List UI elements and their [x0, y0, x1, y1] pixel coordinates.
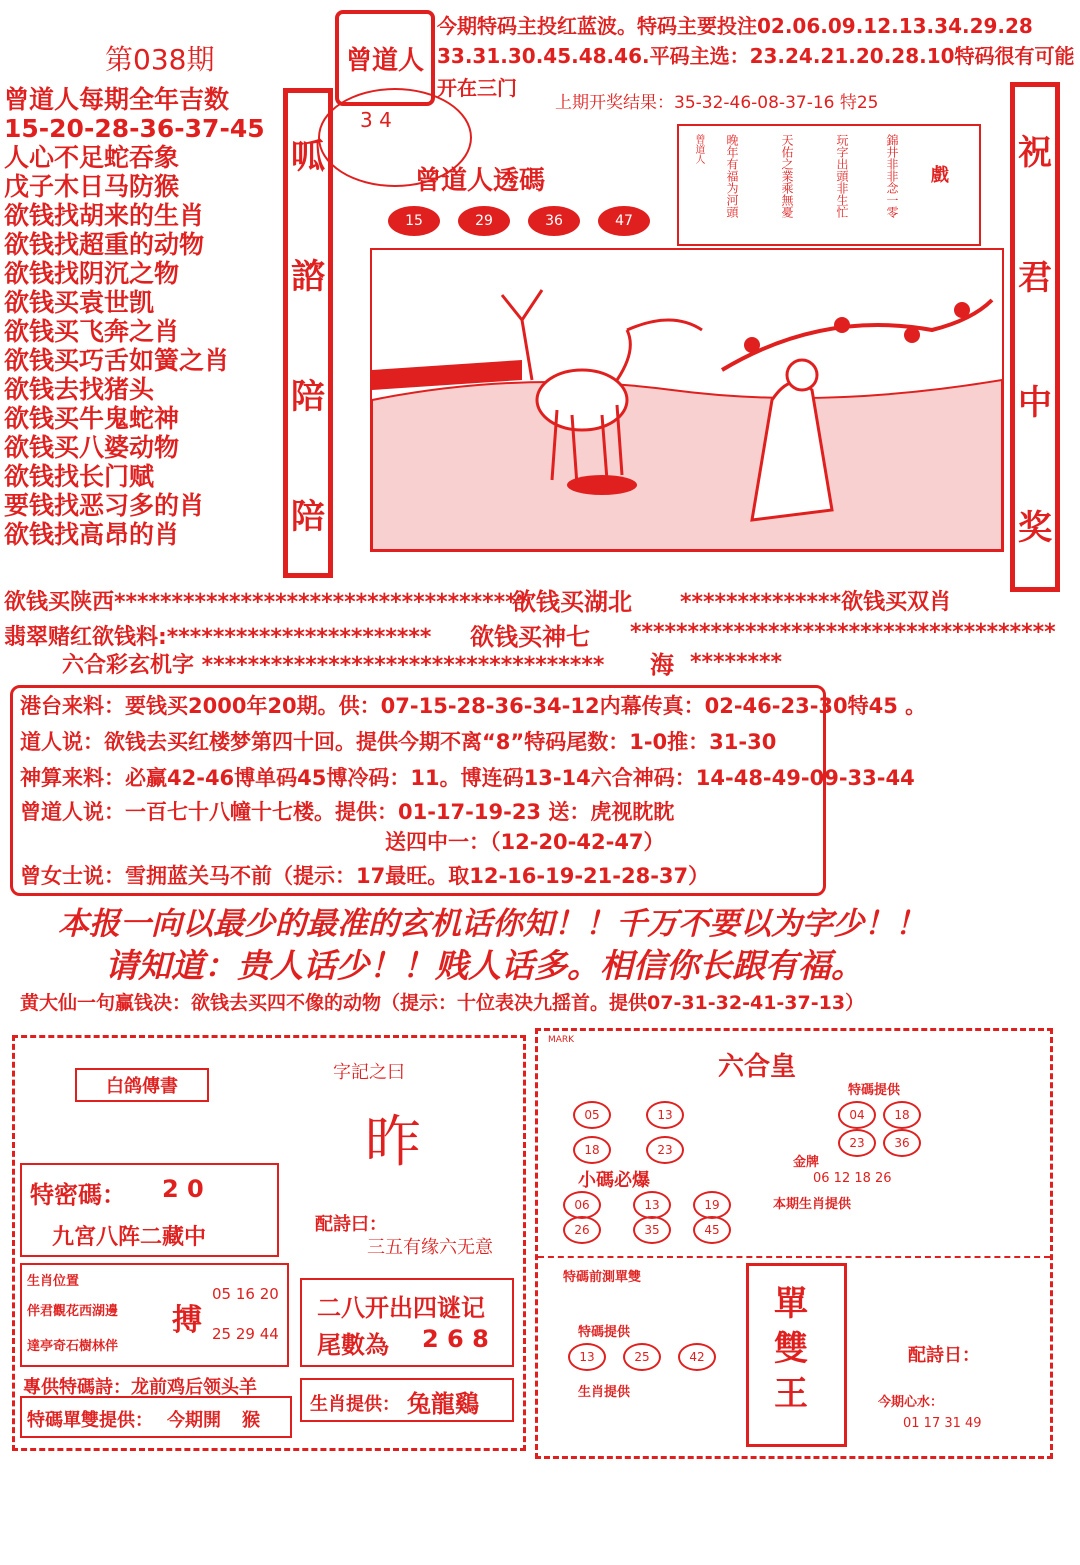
- banner-char: 君: [1018, 258, 1052, 298]
- huang-daxian-line: 黄大仙一句赢钱决：欲钱去买四不像的动物（提示：十位表决九揺首。提供07-31-32-41-37-13）: [20, 992, 865, 1014]
- peishi-r-label: 配詩日：: [908, 1345, 980, 1366]
- star-line-3c: ********: [690, 650, 783, 675]
- banner-char: 祝: [1018, 133, 1052, 173]
- trans-ball: 15: [388, 206, 440, 236]
- header-line-3: 开在三门: [437, 76, 517, 100]
- clue-item: 欲钱买牛鬼蛇神: [4, 404, 180, 433]
- clue-item: 欲钱找高昂的肖: [4, 520, 180, 549]
- poem-box: [677, 124, 981, 246]
- slogan-1: 本报一向以最少的最准的玄机话你知！！千万不要以为字少！！: [58, 906, 926, 942]
- trans-title: 曾道人透碼: [415, 166, 546, 196]
- liuhe-title: 六合皇: [718, 1052, 797, 1082]
- sx-value: 兔龍鷄: [407, 1390, 479, 1418]
- temima-box: [20, 1163, 279, 1257]
- clue-item: 人心不足蛇吞象: [4, 143, 180, 172]
- trans-ball: 47: [598, 206, 650, 236]
- jinqi-xinshui-label: 今期心水：: [878, 1395, 944, 1410]
- clue-item: 15-20-28-36-37-45: [4, 114, 265, 143]
- clue-item: 欲钱找胡来的生肖: [4, 201, 205, 230]
- danshuang-label: 特碼單雙提供：: [27, 1410, 153, 1431]
- logo-text: 曾道人: [345, 45, 424, 76]
- jiugong-text: 九宮八阵二藏中: [52, 1225, 207, 1250]
- tema-pb-label: 特碼前測單雙: [563, 1270, 642, 1285]
- nums-b: 25 29 44: [212, 1325, 279, 1343]
- poem-b: 達亭奇石樹林伴: [27, 1339, 119, 1354]
- ball: 23: [838, 1129, 876, 1157]
- banner-char: 呱: [291, 136, 325, 177]
- last-result: 上期开奖结果：35-32-46-08-37-16 特25: [555, 93, 879, 113]
- ball: 25: [623, 1343, 661, 1371]
- bottom-left-panel: [12, 1035, 526, 1451]
- ball: 04: [838, 1101, 876, 1129]
- clue-item: 欲钱买袁世凯: [4, 288, 155, 317]
- mark-text: MARK: [548, 1035, 575, 1045]
- dsw-char: 單: [774, 1284, 808, 1324]
- banner-char: 諮: [291, 256, 325, 297]
- monkey-zodiac: 猴: [242, 1410, 260, 1431]
- ball: 36: [883, 1129, 921, 1157]
- ball: 35: [633, 1216, 671, 1244]
- star-line-1a: 欲钱买陕西************************************: [4, 590, 529, 615]
- slogan-2: 请知道：贵人话少！！贱人话多。相信你长跟有福。: [105, 946, 864, 985]
- sx-box: [300, 1378, 514, 1422]
- illustration-svg: [372, 250, 1002, 550]
- info-line: 神算来料：必赢42-46博单码45博冷码：11。博连码13-14六合神码：14-48-49-09-33-44: [20, 766, 915, 790]
- divider: [538, 1256, 1050, 1258]
- temima-value: 2 0: [162, 1175, 204, 1203]
- zi-title: 字記之曰: [333, 1062, 405, 1083]
- star-line-3a: 六合彩玄机字 ***********************************: [62, 653, 605, 678]
- info-line: 港台来料：要钱买2000年20期。供：07-15-28-36-34-12内幕传真：02-46-23-30特45 。: [20, 694, 927, 718]
- ball: 18: [573, 1136, 611, 1164]
- star-line-1c: **************欲钱买双肖: [680, 590, 952, 615]
- left-vertical-banner: [283, 88, 333, 578]
- sizi-box: [300, 1278, 514, 1367]
- xinshui-nums: 01 17 31 49: [903, 1416, 982, 1431]
- clue-item: 欲钱买巧舌如簧之肖: [4, 346, 230, 375]
- nums-a: 05 16 20: [212, 1285, 279, 1303]
- left-clue-list: [4, 85, 294, 549]
- weishu-label: 尾數為: [317, 1331, 389, 1359]
- weishu-value: 2 6 8: [422, 1325, 489, 1353]
- header-line-1: 今期特码主投红蓝波。特码主要投注02.06.09.12.13.34.29.28: [437, 14, 1033, 38]
- ball: 23: [646, 1136, 684, 1164]
- trans-ball: 36: [528, 206, 580, 236]
- clue-item: 欲钱买八婆动物: [4, 433, 180, 462]
- banner-char: 陪: [291, 376, 325, 417]
- clue-item: 要钱找恶习多的肖: [4, 491, 205, 520]
- ball: 18: [883, 1101, 921, 1129]
- ball: 45: [693, 1216, 731, 1244]
- poem-line: 天佑之業乘無憂: [780, 134, 794, 218]
- trans-ball: 29: [458, 206, 510, 236]
- ball: 05: [573, 1101, 611, 1129]
- bottom-right-panel: [535, 1028, 1053, 1459]
- sizi-text: 二八开出四谜记: [317, 1294, 485, 1322]
- shengxiao-pos-box: [20, 1263, 289, 1367]
- poem-line: 曾道人: [693, 134, 704, 164]
- temima-label: 特密碼：: [30, 1181, 126, 1209]
- dsw-char: 王: [774, 1374, 808, 1414]
- ball: 13: [646, 1101, 684, 1129]
- baige-box: [75, 1068, 209, 1102]
- bo-char: 搏: [172, 1303, 202, 1338]
- info-line: 道人说：欲钱去买红楼梦第四十回。提供今期不离“8”特码尾数：1-0推：31-30: [20, 730, 777, 754]
- peishi-text: 三五有缘六无意: [367, 1237, 493, 1258]
- dsw-char: 雙: [774, 1329, 808, 1369]
- header-line-2: 33.31.30.45.48.46.平码主选：23.24.21.20.28.10特码很有可能: [437, 44, 1075, 68]
- poem-a: 伴君觀花西湖邊: [27, 1304, 119, 1319]
- star-line-2c: *************************************: [630, 620, 1056, 645]
- peishi-label: 配詩曰：: [315, 1214, 387, 1235]
- info-line: 送四中一：（12-20-42-47）: [385, 830, 665, 854]
- benqi-label: 本期生肖提供: [773, 1197, 852, 1212]
- clue-item: 欲钱去找猪头: [4, 375, 155, 404]
- row-nums: 06 12 18 26: [813, 1171, 892, 1186]
- sx-label: 生肖提供：: [310, 1394, 400, 1415]
- issue-number: 第038期: [105, 43, 215, 76]
- xiaoma-label: 小碼必爆: [578, 1170, 650, 1191]
- info-line: 曾女士说：雪拥蓝关马不前（提示：17最旺。取12-16-19-21-28-37）: [20, 864, 710, 888]
- clue-item: 欲钱找阴沉之物: [4, 259, 180, 288]
- ball: 42: [678, 1343, 716, 1371]
- tema-tigong-label: 特碼提供: [848, 1083, 901, 1098]
- banner-char: 奖: [1018, 508, 1052, 548]
- clue-item: 戊子木日马防猴: [4, 172, 180, 201]
- clue-item: 欲钱买飞奔之肖: [4, 317, 180, 346]
- tema-tg-label: 特碼提供: [578, 1325, 631, 1340]
- clue-item: 曾道人每期全年吉数: [4, 85, 230, 114]
- danshuang-box: [20, 1396, 292, 1438]
- poem-line: 玩字出頭非生忙: [835, 134, 849, 218]
- danshuang-wang-box: [746, 1263, 847, 1447]
- banner-char: 中: [1018, 383, 1052, 423]
- info-line: 曾道人说：一百七十八幢十七楼。提供：01-17-19-23 送：虎视眈眈: [20, 800, 675, 824]
- ball: 26: [563, 1216, 601, 1244]
- ball: 13: [568, 1343, 606, 1371]
- poem-line: 錦井非非念一零: [885, 134, 899, 218]
- zi-char: 昨: [365, 1110, 421, 1175]
- zhuangong-text: 專供特碼詩：龙前鸡后领头羊: [23, 1377, 257, 1398]
- ball: 06: [563, 1191, 601, 1219]
- jinpai-label: 金牌: [793, 1155, 820, 1170]
- shengxiao-pos-label: 生肖位置: [27, 1274, 80, 1289]
- clue-item: 欲钱找长门赋: [4, 462, 155, 491]
- goat-scholar-illustration: [370, 248, 1004, 552]
- poem-line: 晚年有福为河頭: [725, 134, 739, 218]
- star-line-2a: 翡翠赌红欲钱料:***********************: [4, 625, 432, 650]
- right-vertical-banner: [1010, 82, 1060, 592]
- shengxiao-tg-label: 生肖提供: [578, 1385, 631, 1400]
- clue-item: 欲钱找超重的动物: [4, 230, 205, 259]
- star-line-2b: 欲钱买神七: [470, 623, 590, 651]
- banner-char: 陪: [291, 496, 325, 537]
- star-line-3b: 海: [650, 651, 674, 679]
- jinqi-label: 今期開: [167, 1410, 221, 1431]
- ball: 19: [693, 1191, 731, 1219]
- star-line-1b: 欲钱买湖北: [512, 588, 632, 616]
- moon-text: 3 4: [360, 108, 392, 132]
- baige-title: 白鸽傳書: [106, 1076, 178, 1097]
- poem-title: 戲: [931, 165, 949, 186]
- ball: 13: [633, 1191, 671, 1219]
